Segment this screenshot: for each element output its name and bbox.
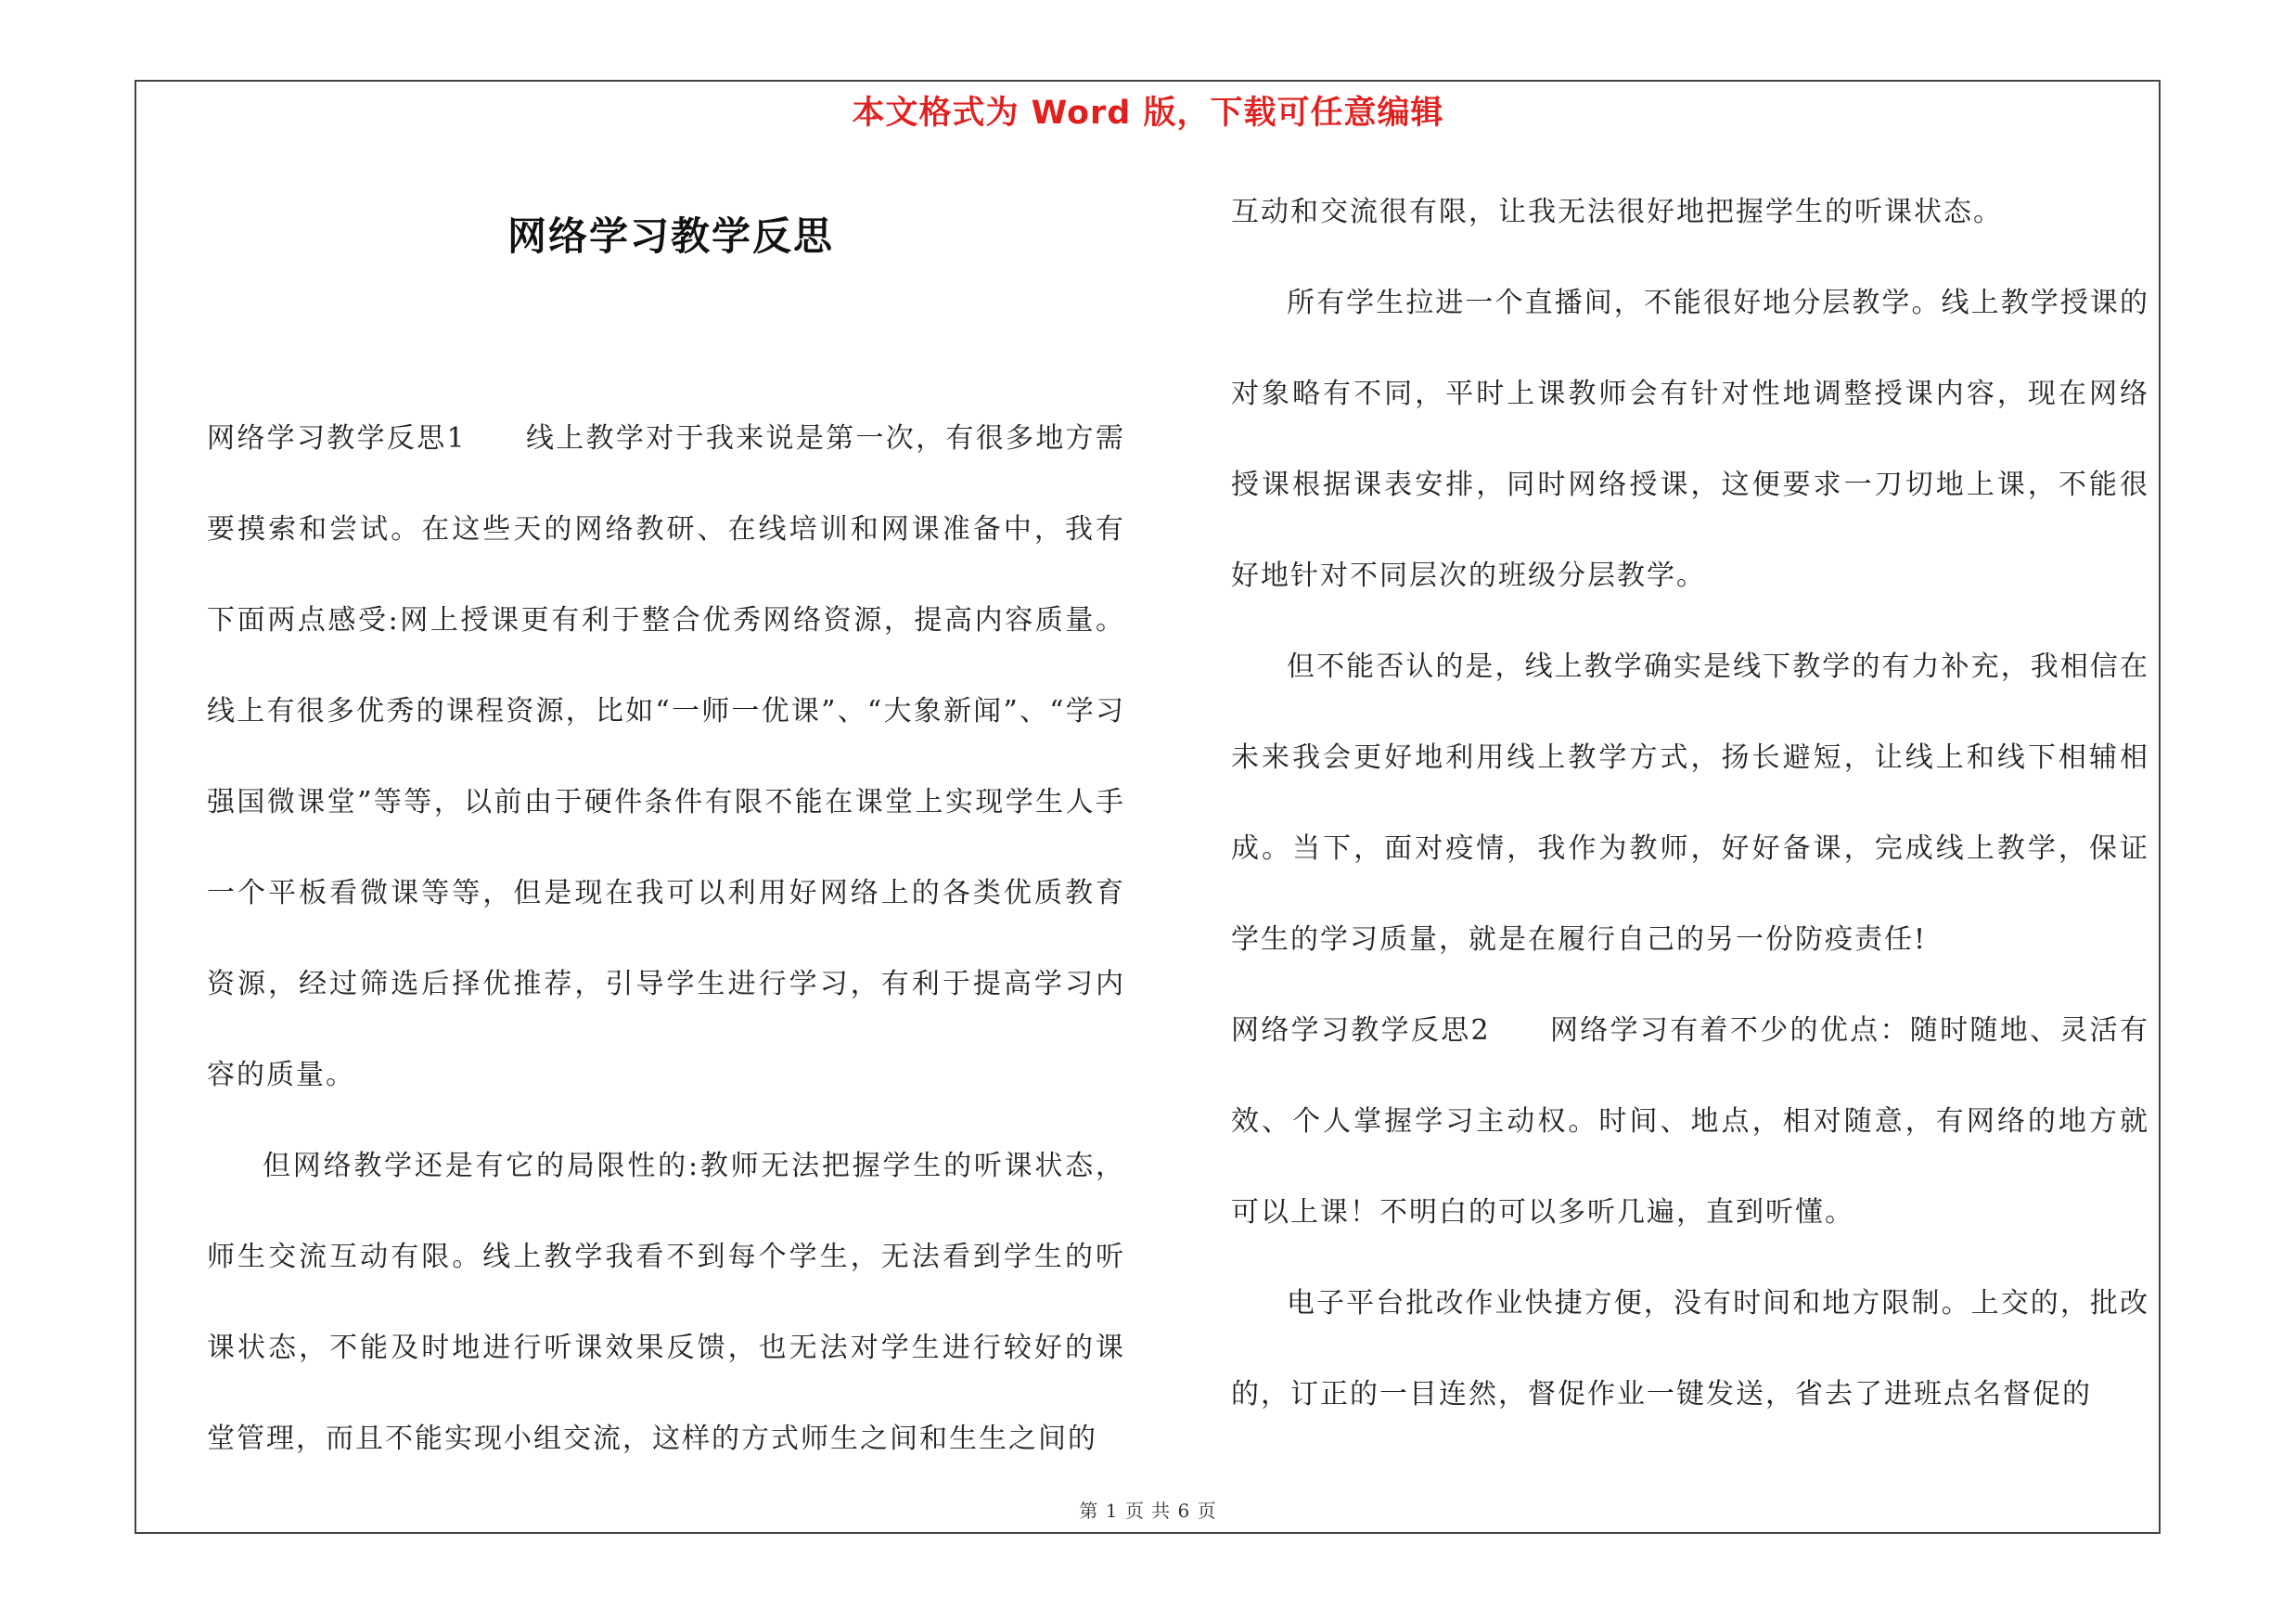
- paragraph-continuation: 互动和交流很有限，让我无法很好地把握学生的听课状态。: [1231, 196, 2003, 228]
- paragraph-supplement: 但不能否认的是，线上教学确实是线下教学的有力补充，我相信在未来我会更好地利用线上教学方式，扬长避短，让线上和线下相辅相成。当下，面对疫情，我作为教师，好好备课，完成线上教学，保证学生的学习质量，就是在履行自己的另一份防疫责任!: [1231, 650, 2149, 956]
- document-title: 网络学习教学反思: [507, 213, 834, 259]
- section-1-text: 线上教学对于我来说是第一次，有很多地方需要摸索和尝试。在这些天的网络教研、在线培训和网课准备中，我有下面两点感受:网上授课更有利于整合优秀网络资源，提高内容质量。线上有很多优秀的课程资源，比如“一师一优课”、“大象新闻”、“学习强国微课堂”等等，以前由于硬件条件有限不能在课堂上实现学生人手一个平板看微课等等，但是现在我可以利用好网络上的各类优质教育资源，经过筛选后择优推荐，引导学生进行学习，有利于提高学习内容的质量。: [207, 422, 1126, 1091]
- right-column: [1231, 167, 2149, 1440]
- section-1-paragraph: [207, 393, 1125, 1121]
- format-banner: 本文格式为 Word 版，下载可任意编辑: [852, 95, 1444, 132]
- section-2-text: 网络学习有着不少的优点：随时随地、灵活有效、个人掌握学习主动权。时间、地点，相对随意，有网络的地方就可以上课！不明白的可以多听几遍，直到听懂。: [1231, 1014, 2150, 1229]
- left-column: [207, 393, 1125, 1485]
- paragraph-limitations: 但网络教学还是有它的局限性的:教师无法把握学生的听课状态，师生交流互动有限。线上教学我看不到每个学生，无法看到学生的听课状态，不能及时地进行听课效果反馈，也无法对学生进行较好的课堂管理，而且不能实现小组交流，这样的方式师生之间和生生之间的: [207, 1150, 1125, 1455]
- section-2-label: 网络学习教学反思2: [1231, 1014, 1491, 1047]
- page-number-footer: 第 1 页 共 6 页: [1079, 1500, 1217, 1522]
- section-1-label: 网络学习教学反思1: [207, 422, 467, 455]
- paragraph-layered-teaching: 所有学生拉进一个直播间，不能很好地分层教学。线上教学授课的对象略有不同，平时上课教师会有针对性地调整授课内容，现在网络授课根据课表安排，同时网络授课，这便要求一刀切地上课，不能很好地针对不同层次的班级分层教学。: [1231, 287, 2149, 592]
- paragraph-homework: 电子平台批改作业快捷方便，没有时间和地方限制。上交的，批改的，订正的一目连然，督促作业一键发送，省去了进班点名督促的: [1231, 1287, 2149, 1410]
- section-2-paragraph: [1231, 985, 2149, 1258]
